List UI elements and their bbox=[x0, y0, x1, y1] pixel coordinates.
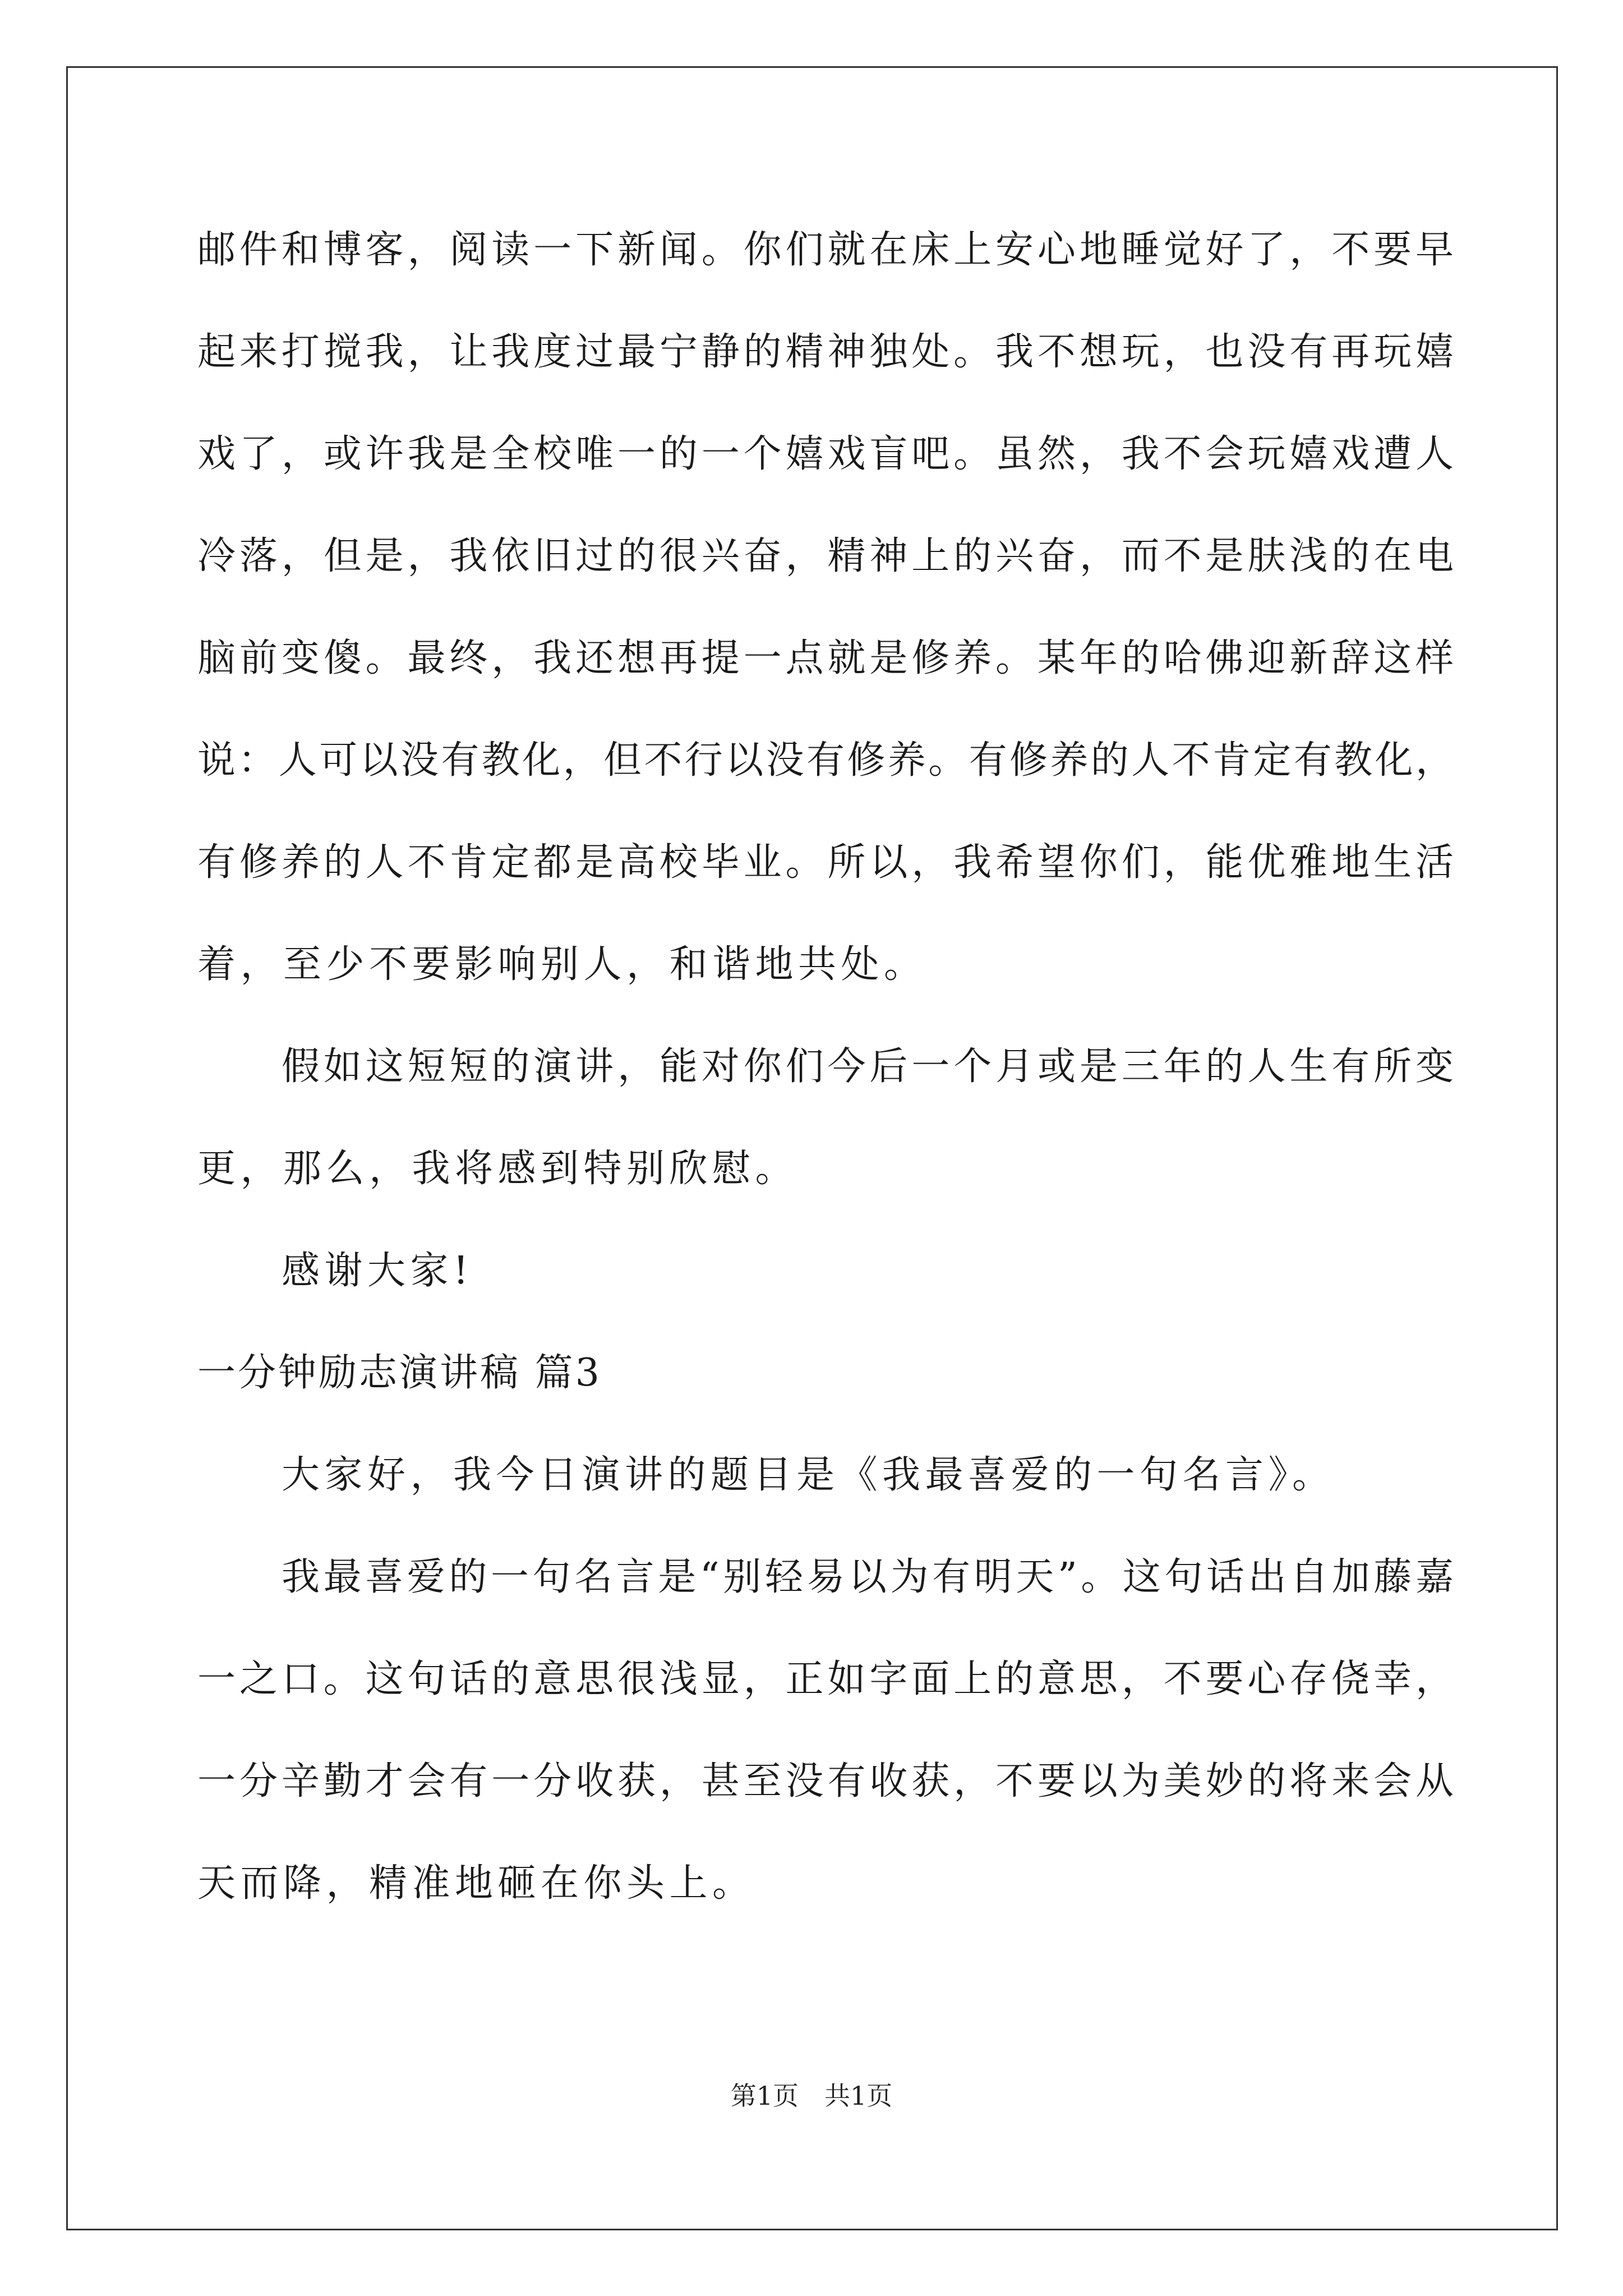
body-line: 更，那么，我将感到特别欣慰。 bbox=[197, 1147, 799, 1191]
body-line: 一之口。这句话的意思很浅显，正如字面上的意思，不要心存侥幸， bbox=[197, 1657, 1454, 1701]
paragraph-start: 大家好，我今日演讲的题目是《我最喜爱的一句名言》。 bbox=[282, 1453, 1335, 1497]
body-line: 戏了，或许我是全校唯一的一个嬉戏盲吧。虽然，我不会玩嬉戏遭人 bbox=[197, 432, 1454, 476]
body-line: 脑前变傻。最终，我还想再提一点就是修养。某年的哈佛迎新辞这样 bbox=[197, 636, 1454, 680]
body-line: 有修养的人不肯定都是高校毕业。所以，我希望你们，能优雅地生活 bbox=[197, 840, 1454, 885]
body-line: 起来打搅我，让我度过最宁静的精神独处。我不想玩，也没有再玩嬉 bbox=[197, 330, 1454, 374]
paragraph-start: 感谢大家! bbox=[282, 1249, 473, 1293]
page-number-footer: 第1页 共1页 bbox=[730, 2081, 893, 2111]
body-line: 冷落，但是，我依旧过的很兴奋，精神上的兴奋，而不是肤浅的在电 bbox=[197, 534, 1454, 578]
body-line: 着，至少不要影响别人，和谐地共处。 bbox=[197, 942, 927, 987]
paragraph-start: 我最喜爱的一句名言是“别轻易以为有明天”。这句话出自加藤嘉 bbox=[282, 1555, 1454, 1599]
body-line: 天而降，精准地砸在你头上。 bbox=[197, 1861, 755, 1906]
paragraph-start: 假如这短短的演讲，能对你们今后一个月或是三年的人生有所变 bbox=[282, 1045, 1454, 1089]
body-line: 一分辛勤才会有一分收获，甚至没有收获，不要以为美妙的将来会从 bbox=[197, 1759, 1454, 1803]
body-line: 邮件和博客，阅读一下新闻。你们就在床上安心地睡觉好了，不要早 bbox=[197, 228, 1454, 272]
document-body bbox=[197, 199, 1454, 1935]
section-heading: 一分钟励志演讲稿 篇3 bbox=[197, 1351, 602, 1395]
body-line: 说：人可以没有教化，但不行以没有修养。有修养的人不肯定有教化， bbox=[197, 738, 1454, 783]
